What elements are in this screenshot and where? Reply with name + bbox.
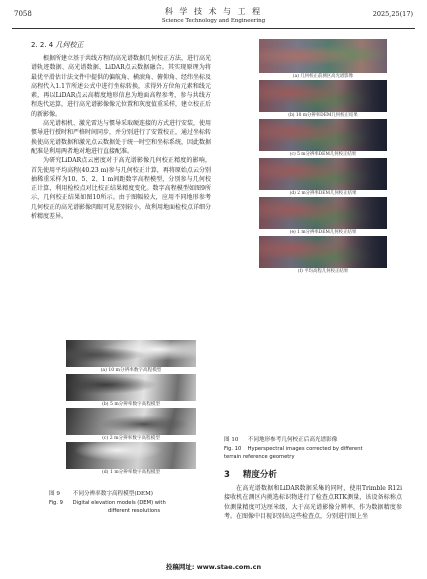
dem-image-2m <box>66 408 196 435</box>
figure-10-subcaption-d: (d) 2 m分辨率DEM几何校正结果 <box>289 191 357 196</box>
hyperspectral-image-2m <box>259 158 387 190</box>
footer-submission-url: 投稿网址: www.stae.com.cn <box>165 563 262 571</box>
section-3-title: 精度分析 <box>242 470 277 480</box>
section-3-heading <box>224 468 402 480</box>
figure-10-subcaption-c: (c) 5 m分辨率DEM几何校正结果 <box>289 152 357 157</box>
figure-10 <box>259 39 387 275</box>
figure-10-label-cn: 图 10 <box>224 437 239 443</box>
figure-10-subcaption-b: (b) 10 m分辨率DEM几何校正结果 <box>288 113 358 118</box>
page-number: 7058 <box>14 10 32 18</box>
figure-10-caption-en-2: terrain reference geometry <box>224 454 295 460</box>
figure-10-caption-en-1: Hyperspectral images corrected by different <box>247 446 363 452</box>
hyperspectral-image-1m <box>259 197 387 229</box>
figure-10-subcaption-a: (a) 几何校正前测区高光谱影像 <box>292 74 354 79</box>
hyperspectral-image-average-elevation <box>259 236 387 268</box>
figure-9-subcaption-d: (d) 1 m分辨率数字高程模型 <box>101 470 161 475</box>
left-column <box>31 40 211 221</box>
figure-9-label-cn: 图 9 <box>49 491 60 497</box>
figure-9-label-en: Fig. 9 <box>49 500 63 506</box>
figure-9-subcaption-b: (b) 5 m分辨率数字高程模型 <box>101 402 161 407</box>
dem-image-10m <box>66 340 196 367</box>
section-title: 几何校正 <box>55 41 84 49</box>
dem-image-1m <box>66 442 196 469</box>
figure-9 <box>66 340 196 476</box>
figure-9-caption-cn: 不同分辨率数字高程模型(DEM) <box>72 491 153 497</box>
paragraph-1: 根据所建立基于共线方程的高光谱数据几何校正方法，进行高光谱轨迹数据、高光谱数据、LiDAR点云数据融合。其实现原理为将最优平滑估计法文件中提供的偏航角、横滚角、俯仰角、经纬坐标及高程代入1.1节所述公式中进行坐标转换，求得外方位角元素和线元素，再以LiDAR点云高精度地形信息为地面高程参考，参与共线方程迭代运算，进行高光谱影像像元位置和灰度值重采样，建立校正后的新影像。 <box>31 55 212 118</box>
figure-10-subcaption-e: (e) 1 m分辨率DEM几何校正结果 <box>289 230 357 235</box>
figure-10-caption <box>224 436 404 461</box>
figure-9-caption-en-2: different resolutions <box>107 508 161 514</box>
issue-info: 2025,25(17) <box>372 10 413 18</box>
section-3-paragraph: 在高光谱数据和LiDAR数据采集的同时，使用Trimble R12i接收机在测区内挑选标识物进行了检查点RTK测量，该设备标称点位测量精度可达厘米级，大于高光谱影像分辨率，作为数据精度参考。在图像中目视识别出这些检查点，分别进行图上坐 <box>224 485 402 520</box>
figure-9-subcaption-a: (a) 10 m分辨率数字高程模型 <box>100 368 162 373</box>
figure-9-subcaption-c: (c) 2 m分辨率数字高程模型 <box>102 436 160 441</box>
hyperspectral-image-10m <box>259 80 387 112</box>
figure-9-caption <box>49 487 219 515</box>
section-3 <box>224 468 402 521</box>
figure-10-subcaption-f: (f) 平均高程几何校正结果 <box>297 269 349 274</box>
dem-image-5m <box>66 374 196 401</box>
hyperspectral-image-5m <box>259 119 387 151</box>
section-3-number: 3 <box>224 470 230 480</box>
journal-header <box>0 6 427 24</box>
header-rule <box>12 28 415 29</box>
paragraph-3: 为研究LiDAR点云密度对于高光谱影像几何校正精度的影响，首先使用平均高程(40.23 m)参与几何校正计算，再将原始点云分别抽稀重采样为10、5、2、1 m间距数字高程模型，分别参与几何校正计算，利用检校点对比校正结果精度变化。数字高程模型如图9所示，几何校正结果如图10所示。由于图幅较大，应用不同地形参考几何校正的高光谱影像肉眼可见差别较小，故利用地面检校点详细分析精度差异。 <box>31 157 212 221</box>
hyperspectral-image-original <box>259 39 387 73</box>
figure-10-label-en: Fig. 10 <box>224 446 242 452</box>
figure-10-caption-cn: 不同地形参考几何校正后高光谱影像 <box>247 437 338 443</box>
section-number: 2. 2. 4 <box>31 41 54 49</box>
paragraph-2: 高光谱相机、激光雷达与惯导采取硬连接的方式进行安装，使用惯导进行授时和严格时间同步，并分别进行了安置校正，通过坐标转换使高光谱数据和激光点云数据处于统一时空和坐标系统，因此数据配准是利用两者地对地进行直接配准。 <box>31 120 212 155</box>
journal-title-cn: 科 学 技 术 与 工 程 <box>164 7 263 16</box>
figure-9-caption-en-1: Digital elevation models (DEM) with <box>72 500 166 506</box>
section-heading-2-2-4 <box>31 40 211 50</box>
journal-title-en: Science Technology and Engineering <box>161 18 266 24</box>
